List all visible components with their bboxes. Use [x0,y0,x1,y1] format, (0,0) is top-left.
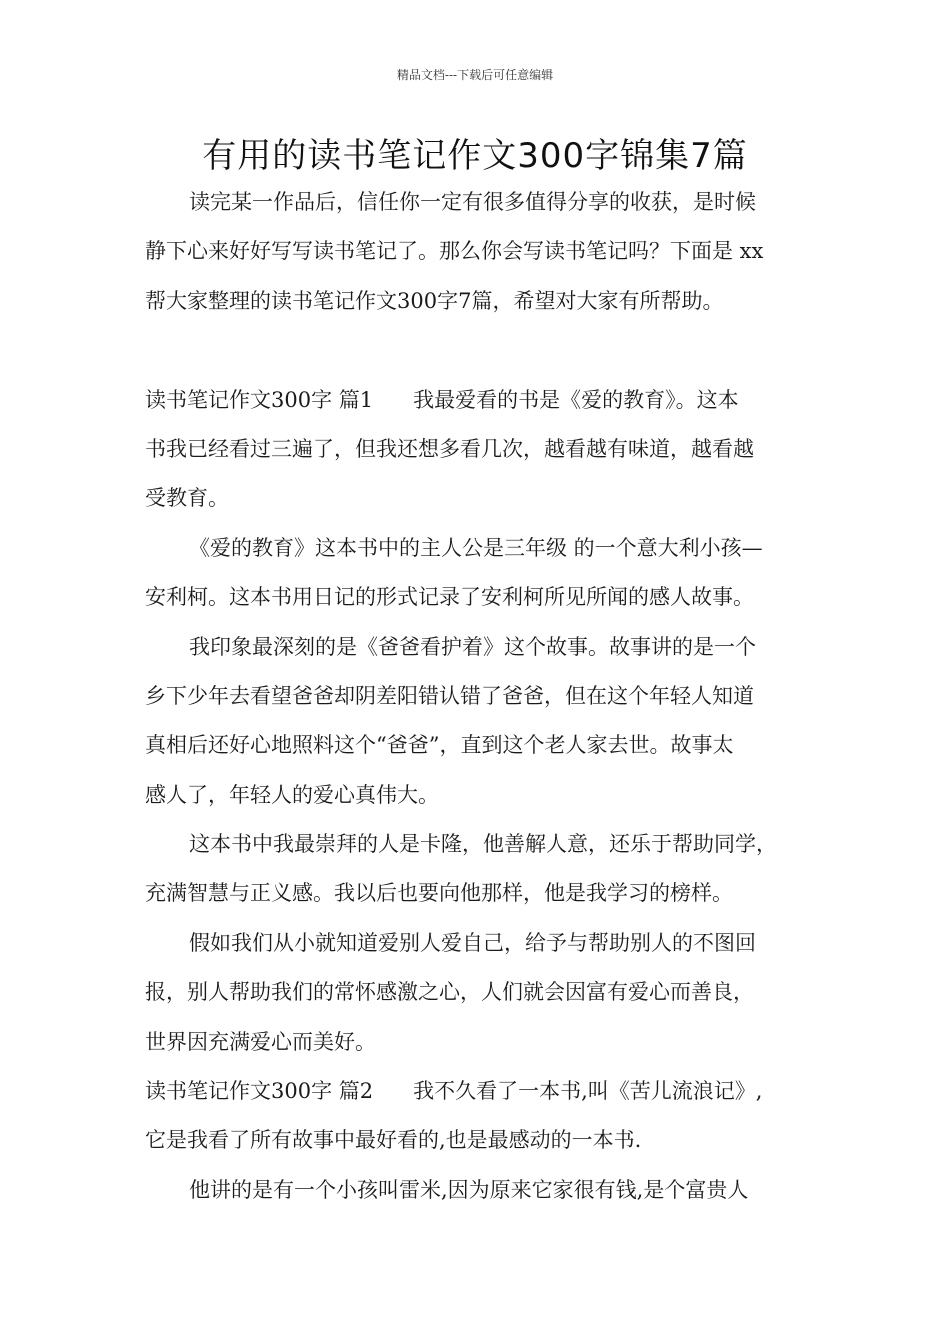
header-note: 精品文档---下载后可任意编辑 [396,68,554,82]
essay1-line: 受教育。 [145,486,229,511]
essay1-para3-line: 真相后还好心地照料这个“爸爸”，直到这个老人家去世。故事太 [145,733,734,758]
essay2-first-line: 我不久看了一本书,叫《苦儿流浪记》, [413,1079,763,1104]
essay1-para4-line: 这本书中我最崇拜的人是卡隆，他善解人意，还乐于帮助同学， [189,832,777,857]
essay1-line: 书我已经看过三遍了，但我还想多看几次，越看越有味道，越看越 [145,436,754,461]
essay2-heading-line [145,1067,810,1116]
essay2-para2-line: 他讲的是有一个小孩叫雷米,因为原来它家很有钱,是个富贵人 [189,1177,749,1202]
essay2-line: 它是我看了所有故事中最好看的,也是最感动的一本书. [145,1128,642,1153]
essay1-heading: 读书笔记作文300字 篇1 [145,387,374,412]
essay1-para3-line: 感人了，年轻人的爱心真伟大。 [145,782,439,807]
essay1-para3-line: 我印象最深刻的是《爸爸看护着》这个故事。故事讲的是一个 [189,634,756,659]
intro-line: 读完某一作品后，信任你一定有很多值得分享的收获，是时候 [189,190,756,214]
essay1-para5-line: 世界因充满爱心而美好。 [145,1029,376,1054]
document-title: 有用的读书笔记作文300字锦集7篇 [202,136,748,176]
essay1-para5-line: 假如我们从小就知道爱别人爱自己，给予与帮助别人的不图回 [189,930,756,955]
essay1-para2-line: 《爱的教育》这本书中的主人公是三年级 的一个意大利小孩— [189,535,763,560]
document-body [145,178,810,1215]
essay1-para3-line: 乡下少年去看望爸爸却阴差阳错认错了爸爸，但在这个年轻人知道 [145,683,754,708]
intro-line: 静下心来好好写写读书笔记了。那么你会写读书笔记吗？下面是 xx [145,239,764,264]
paragraph-gap [145,326,810,375]
essay1-first-line: 我最爱看的书是《爱的教育》。这本 [413,387,739,412]
essay2-heading: 读书笔记作文300字 篇2 [145,1079,374,1104]
essay1-para2-line: 安利柯。这本书用日记的形式记录了安利柯所见所闻的感人故事。 [145,585,754,610]
essay1-para4-line: 充满智慧与正义感。我以后也要向他那样，他是我学习的榜样。 [145,881,733,906]
intro-line: 帮大家整理的读书笔记作文300字7篇，希望对大家有所帮助。 [145,288,724,313]
essay1-heading-line [145,376,810,425]
essay1-para5-line: 报，别人帮助我们的常怀感激之心，人们就会因富有爱心而善良， [145,980,754,1005]
